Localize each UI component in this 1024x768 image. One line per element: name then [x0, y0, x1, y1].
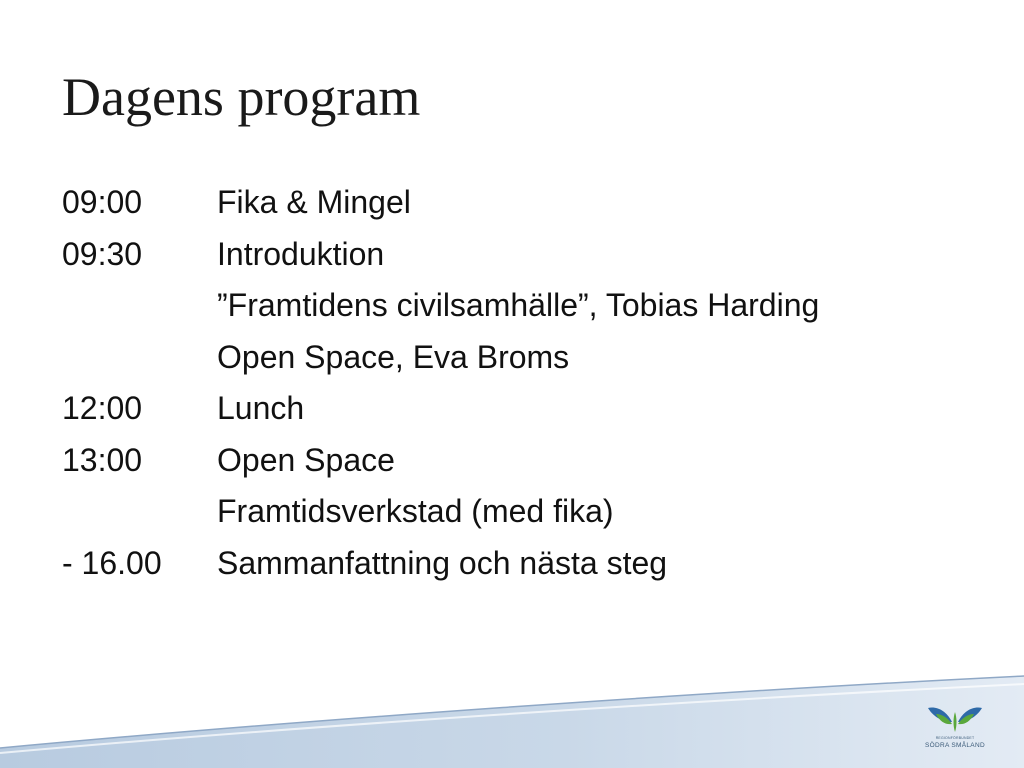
agenda-time — [62, 280, 217, 332]
footer-band-shape — [0, 676, 1024, 768]
leaf-logo-icon — [918, 700, 992, 736]
organization-logo — [918, 700, 992, 756]
agenda-text: ”Framtidens civilsamhälle”, Tobias Harding — [217, 287, 820, 323]
slide-title: Dagens program — [62, 67, 421, 127]
agenda-list — [62, 177, 819, 589]
agenda-text: Framtidsverkstad (med fika) — [217, 493, 614, 529]
agenda-text: Introduktion — [217, 235, 385, 272]
agenda-row — [62, 486, 819, 538]
agenda-time: 09:00 — [62, 184, 143, 220]
agenda-row — [62, 538, 819, 590]
agenda-row — [62, 332, 819, 384]
agenda-row — [62, 383, 819, 435]
agenda-text: Sammanfattning och nästa steg — [217, 544, 668, 581]
logo-top-text: REGIONFÖRBUNDET — [935, 736, 975, 740]
agenda-text: Open Space, Eva Broms — [217, 338, 570, 375]
agenda-row — [62, 177, 819, 229]
agenda-time: - 16.00 — [62, 544, 162, 581]
agenda-time: 13:00 — [62, 441, 143, 478]
agenda-row — [62, 280, 819, 332]
agenda-text: Open Space — [217, 441, 395, 478]
agenda-row — [62, 435, 819, 487]
agenda-time: 12:00 — [62, 390, 143, 426]
agenda-time: 09:30 — [62, 235, 143, 272]
logo-bottom-text: SÖDRA SMÅLAND — [925, 742, 985, 749]
agenda-time — [62, 486, 217, 538]
agenda-time — [62, 332, 217, 384]
footer-band — [0, 660, 1024, 768]
agenda-row — [62, 229, 819, 281]
agenda-text: Lunch — [217, 390, 305, 426]
agenda-text: Fika & Mingel — [217, 184, 411, 220]
